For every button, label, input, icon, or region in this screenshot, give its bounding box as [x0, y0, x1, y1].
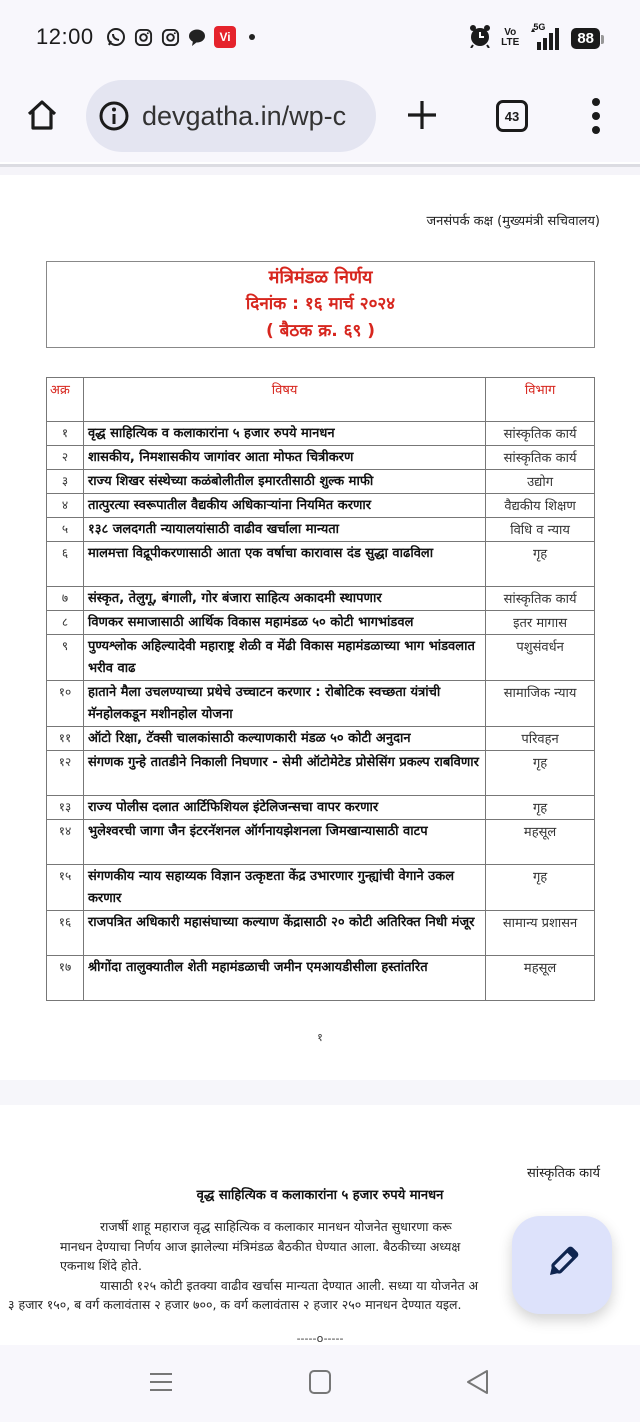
status-time: 12:00: [36, 24, 94, 49]
row-number: १: [47, 422, 84, 446]
table-row: [47, 865, 595, 911]
row-department: सांस्कृतिक कार्य: [486, 446, 595, 470]
document-page-1: [0, 175, 640, 1080]
paragraph-line: यासाठी १२५ कोटी इतक्या वाढीव खर्चास मान्यता देण्यात आली. सध्या या योजनेत अ: [100, 1277, 479, 1293]
table-row: [47, 751, 595, 796]
row-subject: मालमत्ता विद्रूपीकरणासाठी आता एक वर्षाचा कारावास दंड सुद्धा वाढविला: [83, 542, 485, 587]
tab-switcher-button[interactable]: 43: [496, 100, 528, 132]
row-subject: संगणक गुन्हे तातडीने निकाली निघणार - सेमी ऑटोमेटेड प्रोसेसिंग प्रकल्प राबविणार: [83, 751, 485, 796]
row-subject: श्रीगोंदा तालुक्यातील शेती महामंडळाची जमीन एमआयडीसीला हस्तांतरित: [83, 956, 485, 1001]
row-department: गृह: [486, 542, 595, 587]
row-number: ५: [47, 518, 84, 542]
page-gap-top: [0, 167, 640, 175]
row-department: सामान्य प्रशासन: [486, 911, 595, 956]
row-department: गृह: [486, 751, 595, 796]
instagram-icon: [133, 27, 153, 47]
row-number: ३: [47, 470, 84, 494]
row-department: महसूल: [486, 956, 595, 1001]
table-row: [47, 911, 595, 956]
section-title: वृद्ध साहित्यिक व कलाकारांना ५ हजार रुपये मानधन: [196, 1188, 444, 1203]
row-number: २: [47, 446, 84, 470]
table-row: [47, 446, 595, 470]
table-row: [47, 681, 595, 727]
page-number: १: [317, 1031, 323, 1044]
paragraph-line: मानधन देण्याचा निर्णय आज झालेल्या मंत्रिमंडळ बैठकीत घेण्यात आला. बैठकीच्या अध्यक्ष: [60, 1238, 461, 1254]
header-department: विभाग: [486, 378, 595, 422]
paragraph-line: एकनाथ शिंदे होते.: [60, 1258, 142, 1273]
home-nav-icon[interactable]: [305, 1367, 335, 1397]
row-subject: राज्य पोलीस दलात आर्टिफिशियल इंटेलिजन्सचा वापर करणार: [83, 796, 485, 820]
table-row: [47, 422, 595, 446]
table-row: [47, 611, 595, 635]
row-subject: पुण्यश्लोक अहिल्यादेवी महाराष्ट्र शेळी व मेंढी विकास महामंडळाच्या भाग भांडवलात भरीव वाढ: [83, 635, 485, 681]
page-separator: [0, 1080, 640, 1105]
row-department: सांस्कृतिक कार्य: [486, 422, 595, 446]
system-icons: [469, 24, 600, 52]
row-number: १४: [47, 820, 84, 865]
row-subject: भुलेश्वरची जागा जैन इंटरनॅशनल ऑर्गनायझेशनला जिमखान्यासाठी वाटप: [83, 820, 485, 865]
row-department: महसूल: [486, 820, 595, 865]
header-subject: विषय: [83, 378, 485, 422]
row-department: गृह: [486, 865, 595, 911]
paragraph-line: ३ हजार १५०, ब वर्ग कलावंतास २ हजार ७००, क वर्ग कलावंतास २ हजार २५० मानधन देण्यात यइल.: [8, 1297, 462, 1312]
more-menu-icon[interactable]: [586, 98, 606, 134]
paragraph-line: राजर्षी शाहू महाराज वृद्ध साहित्यिक व कलाकार मानधन योजनेत सुधारणा करू: [100, 1219, 452, 1234]
table-row: [47, 635, 595, 681]
row-subject: विणकर समाजासाठी आर्थिक विकास महामंडळ ५० कोटी भागभांडवल: [83, 611, 485, 635]
row-number: ६: [47, 542, 84, 587]
row-department: इतर मागास: [486, 611, 595, 635]
row-number: १५: [47, 865, 84, 911]
meeting-number: ( बैठक क्र. ६९ ): [265, 321, 376, 341]
section-separator: -----o-----: [296, 1332, 344, 1345]
row-subject: १३८ जलदगती न्यायालयांसाठी वाढीव खर्चाला मान्यता: [83, 518, 485, 542]
table-row: [47, 494, 595, 518]
home-icon[interactable]: [24, 97, 60, 133]
office-label: जनसंपर्क कक्ष (मुख्यमंत्री सचिवालय): [426, 214, 600, 229]
browser-toolbar: [0, 72, 640, 162]
row-department: उद्योग: [486, 470, 595, 494]
instagram-icon: [160, 27, 180, 47]
chat-bubble-icon: [187, 27, 207, 47]
row-number: १६: [47, 911, 84, 956]
row-subject: वृद्ध साहित्यिक व कलाकारांना ५ हजार रुपये मानधन: [83, 422, 485, 446]
row-department: सामाजिक न्याय: [486, 681, 595, 727]
system-nav-bar: [0, 1345, 640, 1422]
section-department: सांस्कृतिक कार्य: [527, 1166, 600, 1181]
row-subject: राज्य शिखर संस्थेच्या कळंबोलीतील इमारतीसाठी शुल्क माफी: [83, 470, 485, 494]
table-header-row: [47, 378, 595, 422]
section-body: [8, 1217, 580, 1315]
row-number: ८: [47, 611, 84, 635]
battery-indicator: 88: [571, 28, 600, 49]
row-subject: तात्पुरत्या स्वरूपातील वैद्यकीय अधिकाऱ्यांना नियमित करणार: [83, 494, 485, 518]
row-number: ११: [47, 727, 84, 751]
row-subject: संस्कृत, तेलुगू, बंगाली, गोर बंजारा साहित्य अकादमी स्थापणार: [83, 587, 485, 611]
volte-indicator: Vo LTE: [501, 27, 520, 48]
row-number: ९: [47, 635, 84, 681]
site-info-icon[interactable]: [98, 100, 130, 132]
table-row: [47, 470, 595, 494]
row-department: विधि व न्याय: [486, 518, 595, 542]
decisions-table: [46, 377, 595, 1001]
row-department: परिवहन: [486, 727, 595, 751]
table-row: [47, 542, 595, 587]
row-subject: शासकीय, निमशासकीय जागांवर आता मोफत चित्रीकरण: [83, 446, 485, 470]
row-subject: हाताने मैला उचलण्याच्या प्रथेचे उच्चाटन करणार : रोबोटिक स्वच्छता यंत्रांची मॅनहोलकडून मशीनहोल योजना: [83, 681, 485, 727]
row-department: पशुसंवर्धन: [486, 635, 595, 681]
vi-icon: Vi: [214, 26, 236, 48]
new-tab-icon[interactable]: [404, 97, 440, 133]
signal-5g-icon: 5G: [529, 26, 561, 50]
table-row: [47, 727, 595, 751]
row-subject: ऑटो रिक्षा, टॅक्सी चालकांसाठी कल्याणकारी मंडळ ५० कोटी अनुदान: [83, 727, 485, 751]
title-box: [46, 261, 595, 348]
row-number: १७: [47, 956, 84, 1001]
row-number: १३: [47, 796, 84, 820]
url-text[interactable]: devgatha.in/wp-c: [142, 100, 347, 131]
back-nav-icon[interactable]: [463, 1367, 493, 1397]
table-row: [47, 820, 595, 865]
edit-fab-button[interactable]: [512, 1216, 612, 1314]
row-number: ७: [47, 587, 84, 611]
status-bar: [0, 0, 640, 72]
header-serial: अक्र: [47, 378, 84, 422]
edit-pencil-icon: [542, 1243, 582, 1287]
row-subject: संगणकीय न्याय सहाय्यक विज्ञान उत्कृष्टता केंद्र उभारणार गुन्ह्यांची वेगाने उकल करणार: [83, 865, 485, 911]
recents-menu-icon[interactable]: [146, 1367, 176, 1397]
document-title: मंत्रिमंडळ निर्णय: [268, 267, 373, 288]
row-number: १२: [47, 751, 84, 796]
table-row: [47, 956, 595, 1001]
more-notifications-dot: [249, 34, 255, 40]
whatsapp-icon: [106, 27, 126, 47]
row-department: सांस्कृतिक कार्य: [486, 587, 595, 611]
row-number: १०: [47, 681, 84, 727]
row-number: ४: [47, 494, 84, 518]
row-department: वैद्यकीय शिक्षण: [486, 494, 595, 518]
table-row: [47, 518, 595, 542]
table-row: [47, 587, 595, 611]
table-row: [47, 796, 595, 820]
alarm-icon: [469, 24, 491, 52]
notification-icons: [106, 26, 255, 48]
document-date: दिनांक : १६ मार्च २०२४: [245, 294, 396, 314]
row-subject: राजपत्रित अधिकारी महासंघाच्या कल्याण केंद्रासाठी २० कोटी अतिरिक्त निधी मंजूर: [83, 911, 485, 956]
row-department: गृह: [486, 796, 595, 820]
address-bar[interactable]: [86, 80, 376, 152]
